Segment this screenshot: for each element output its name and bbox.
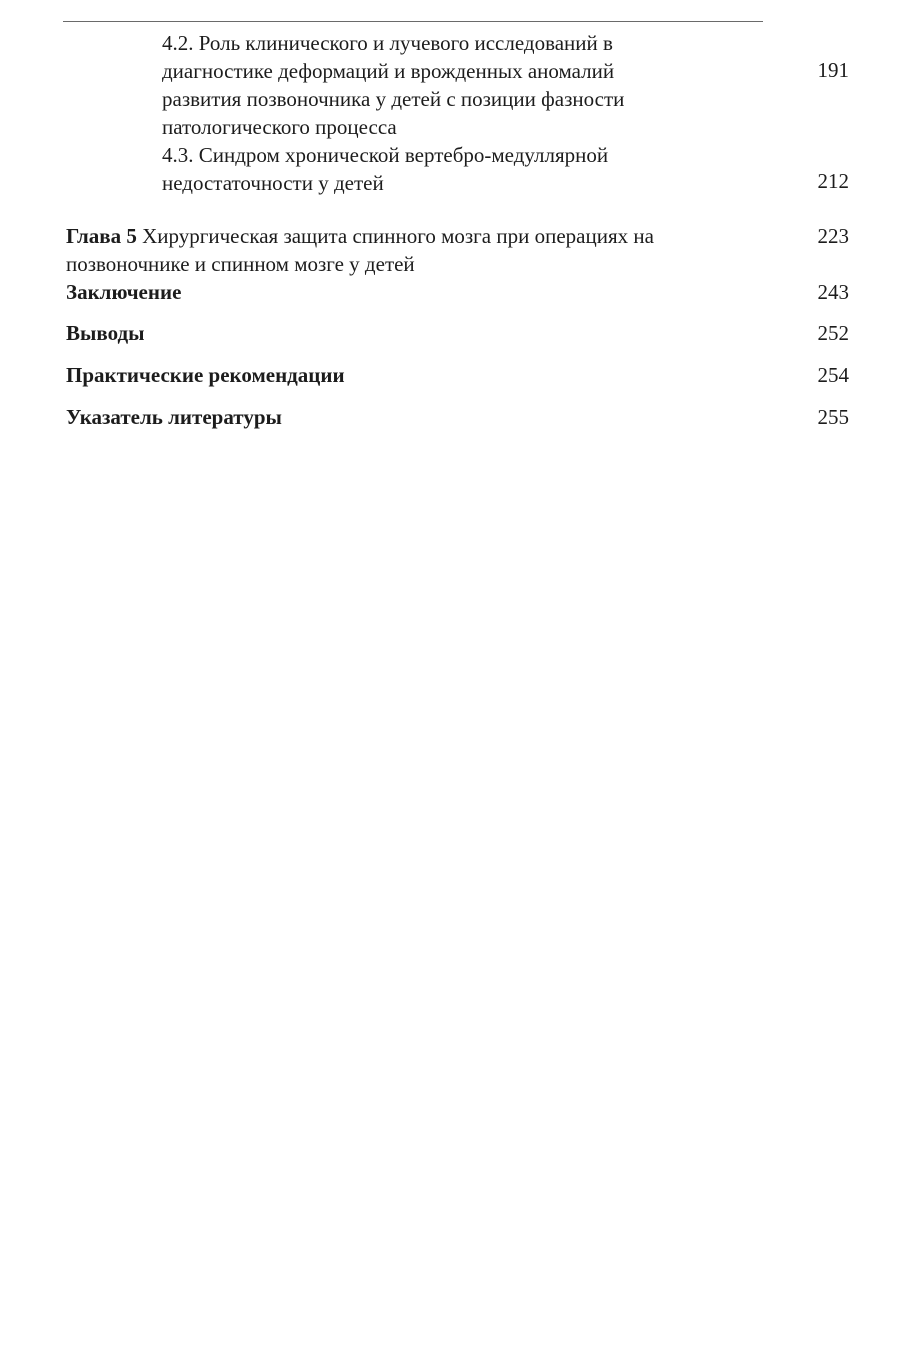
toc-page-number: 191: [817, 58, 849, 82]
toc-entry-line: патологического процесса: [162, 115, 397, 139]
toc-page-number: 255: [817, 405, 849, 429]
toc-entry-title: Заключение: [66, 280, 182, 304]
toc-page-number: 252: [817, 321, 849, 345]
toc-page-number: 254: [817, 363, 849, 387]
toc-entry-line: недостаточности у детей: [162, 171, 384, 195]
toc-entry-line: развития позвоночника у детей с позиции фазности: [162, 87, 625, 111]
toc-entry-line: [66, 226, 654, 247]
toc-entry-line: позвоночнике и спинном мозге у детей: [66, 252, 415, 276]
toc-page-number: 212: [817, 169, 849, 193]
toc-entry-line: диагностике деформаций и врожденных аномалий: [162, 59, 615, 83]
toc-entry-title: Выводы: [66, 321, 145, 345]
chapter-label: Глава 5: [66, 224, 137, 248]
toc-entry-line: 4.3. Синдром хронической вертебро-медуллярной: [162, 143, 609, 167]
toc-entry-title: Указатель литературы: [66, 405, 282, 429]
toc-entry-title: Практические рекомендации: [66, 363, 345, 387]
toc-page-number: 223: [817, 224, 849, 248]
chapter-title: Хирургическая защита спинного мозга при операциях на: [136, 224, 654, 248]
toc-entry-line: 4.2. Роль клинического и лучевого исследований в: [162, 31, 613, 55]
top-divider: [63, 21, 763, 22]
toc-page-number: 243: [817, 280, 849, 304]
